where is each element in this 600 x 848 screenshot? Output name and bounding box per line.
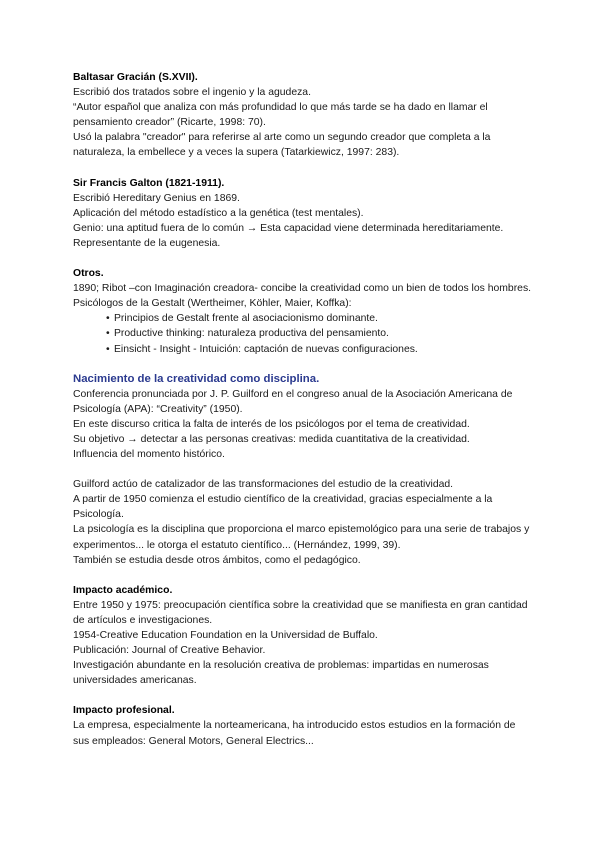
section-heading: Impacto académico. — [73, 584, 173, 596]
bullet-item: • Principios de Gestalt frente al asociacionismo dominante. — [106, 311, 533, 326]
section-nacimiento — [73, 372, 533, 463]
paragraph-line: En este discurso critica la falta de interés de los psicólogos por el tema de creatividad. — [73, 418, 470, 430]
section-heading: Sir Francis Galton (1821-1911). — [73, 177, 225, 189]
paragraph-line: Influencia del momento histórico. — [73, 449, 225, 461]
paragraph-line: También se estudia desde otros ámbitos, como el pedagógico. — [73, 554, 361, 566]
paragraph-line: Representante de la eugenesia. — [73, 237, 221, 249]
paragraph-line: Escribió dos tratados sobre el ingenio y la agudeza. — [73, 87, 311, 99]
section-heading: Nacimiento de la creatividad como disciplina. — [73, 372, 320, 385]
paragraph-line: Genio: una aptitud fuera de lo común → Esta capacidad viene determinada hereditariamente. — [73, 222, 504, 234]
paragraph-line: Guilford actúo de catalizador de las transformaciones del estudio de la creatividad. — [73, 479, 454, 491]
paragraph-line: Escribió Hereditary Genius en 1869. — [73, 192, 240, 204]
bullet-item: • Einsicht - Insight - Intuición: captación de nuevas configuraciones. — [106, 342, 533, 357]
paragraph-line: 1954-Creative Education Foundation en la Universidad de Buffalo. — [73, 630, 378, 641]
section-heading: Impacto profesional. — [73, 705, 175, 717]
section-galton — [73, 176, 533, 251]
paragraph-line: “Autor español que analiza con más profundidad lo que más tarde se ha dado en llamar el pensamiento creador” (Ricarte, 1998: 70). — [73, 102, 488, 129]
paragraph-line: Entre 1950 y 1975: preocupación científica sobre la creatividad que se manifiesta en gran cantidad de artículos e investigaciones. — [73, 599, 528, 626]
paragraph-line: Psicólogos de la Gestalt (Wertheimer, Köhler, Maier, Koffka): — [73, 298, 352, 310]
section-impacto-academico — [73, 583, 533, 689]
section-heading: Otros. — [73, 268, 104, 280]
bullet-list — [73, 311, 533, 356]
paragraph-line: Investigación abundante en la resolución creativa de problemas: impartidas en numerosas universidades americanas. — [73, 660, 489, 687]
paragraph-line: La psicología es la disciplina que proporciona el marco epistemológico para una serie de trabajos y experimentos... le otorga el estatuto científico... (Hernández, 1999, 39). — [73, 524, 530, 551]
paragraph-line: A partir de 1950 comienza el estudio científico de la creatividad, gracias especialmente a la Psicología. — [73, 494, 493, 521]
paragraph-line: Aplicación del método estadístico a la genética (test mentales). — [73, 207, 364, 219]
section-guilford — [73, 477, 533, 568]
paragraph-line: La empresa, especialmente la norteamericana, ha introducido estos estudios en la formación de sus empleados: General Motors, General Electrics... — [73, 720, 516, 747]
section-otros — [73, 266, 533, 357]
paragraph-line: Su objetivo → detectar a las personas creativas: medida cuantitativa de la creatividad. — [73, 433, 470, 445]
section-impacto-profesional — [73, 703, 533, 748]
section-gracian — [73, 70, 533, 161]
document-page — [73, 70, 533, 764]
paragraph-line: Usó la palabra "creador" para referirse al arte como un segundo creador que completa a la naturaleza, la embellece y a veces la supera (Tatarkiewicz, 1997: 283). — [73, 132, 491, 159]
bullet-item: • Productive thinking: naturaleza productiva del pensamiento. — [106, 326, 533, 341]
paragraph-line: 1890; Ribot –con Imaginación creadora- concibe la creatividad como un bien de todos los hombres. — [73, 283, 532, 295]
paragraph-line: Conferencia pronunciada por J. P. Guilford en el congreso anual de la Asociación Americana de Psicología (APA): “Creativity” (1950). — [73, 388, 513, 415]
section-heading: Baltasar Gracián (S.XVII). — [73, 72, 198, 83]
paragraph-line: Publicación: Journal of Creative Behavior. — [73, 645, 266, 657]
